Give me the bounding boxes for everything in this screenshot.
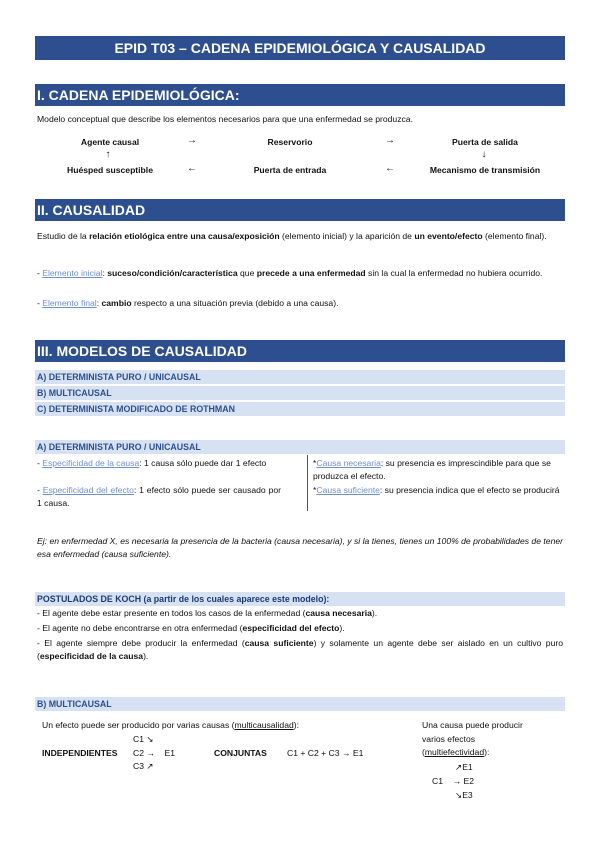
section1-intro: Modelo conceptual que describe los elementos necesarios para que una enfermedad se produzca. [37,114,413,124]
effect-e1: ↗E1 [455,762,473,772]
page-title: EPID T03 – CADENA EPIDEMIOLÓGICA Y CAUSALIDAD [35,36,565,60]
multiefectividad-line3: (multiefectividad): [422,747,490,757]
effect-c1-e2: C1 → E2 [432,776,475,786]
arrow-up-icon: ↑ [105,149,111,160]
model-item-b: B) MULTICAUSAL [35,386,565,400]
section-heading-cadena: I. CADENA EPIDEMIOLÓGICA: [35,84,565,106]
model-item-c: C) DETERMINISTA MODIFICADO DE ROTHMAN [35,402,565,416]
independent-c3: C3 ↗ [133,761,154,771]
arrow-right-icon: → [187,135,197,146]
chain-puerta-salida: Puerta de salida [452,137,518,147]
model-item-a: A) DETERMINISTA PURO / UNICAUSAL [35,370,565,384]
section-heading-modelos: III. MODELOS DE CAUSALIDAD [35,340,565,362]
independientes-label: INDEPENDIENTES [42,748,118,758]
arrow-left-icon: ← [385,163,395,174]
multicausal-intro: Un efecto puede ser producido por varias causas (multicausalidad): [42,720,299,730]
chain-puerta-entrada: Puerta de entrada [253,165,327,175]
column-divider [307,455,308,511]
koch-postulate-2: - El agente no debe encontrarse en otra enfermedad (especificidad del efecto). [37,623,345,633]
independent-c2: C2 → E1 [133,748,176,758]
section-heading-causalidad: II. CAUSALIDAD [35,199,565,221]
subsection-heading-multicausal: B) MULTICAUSAL [35,697,565,711]
independent-c1: C1 ↘ [133,734,154,744]
chain-reservorio: Reservorio [267,137,313,147]
arrow-left-icon: ← [187,163,197,174]
especificidad-efecto: - Especificidad del efecto: 1 efecto sólo puede ser causado por 1 causa. [37,485,281,508]
subsection-heading-unicausal: A) DETERMINISTA PURO / UNICAUSAL [35,440,565,454]
arrow-down-icon: ↓ [481,149,487,160]
arrow-right-icon: → [385,135,395,146]
example-text: Ej: en enfermedad X, es necesaria la presencia de la bacteria (causa necesaria), y si la tienes, tienes un 100% de probabilidades de tener esa enfermedad (causa suficiente). [37,536,563,559]
chain-mecanismo: Mecanismo de transmisión [429,165,541,175]
koch-postulate-1: - El agente debe estar presente en todos los casos de la enfermedad (causa necesaria). [37,608,378,618]
koch-heading: POSTULADOS DE KOCH (a partir de los cuales aparece este modelo): [35,592,565,606]
causa-necesaria: *Causa necesaria: su presencia es imprescindible para que se produzca el efecto. [313,458,551,481]
effect-e3: ↘E3 [455,790,473,800]
elemento-final: - Elemento final: cambio respecto a una situación previa (debido a una causa). [37,298,339,308]
chain-agente-causal: Agente causal [80,137,140,147]
chain-huesped: Huésped susceptible [67,165,153,175]
conjuntas-label: CONJUNTAS [214,748,267,758]
causa-suficiente: *Causa suficiente: su presencia indica que el efecto se producirá [313,485,560,495]
elemento-inicial: - Elemento inicial: suceso/condición/característica que precede a una enfermedad sin la cual la enfermedad no hubiera ocurrido. [37,268,543,278]
multiefectividad-line1: Una causa puede producir [422,720,523,730]
multiefectividad-line2: varios efectos [422,734,476,744]
especificidad-causa: - Especificidad de la causa: 1 causa sólo puede dar 1 efecto [37,458,267,468]
causalidad-definition: Estudio de la relación etiológica entre una causa/exposición (elemento inicial) y la aparición de un evento/efecto (elemento final). [37,231,547,241]
conjuntas-formula: C1 + C2 + C3 → E1 [287,748,364,758]
koch-postulate-3: - El agente siempre debe producir la enfermedad (causa suficiente) y solamente un agente debe ser aislado en un cultivo puro (especificidad de la causa). [37,638,563,661]
